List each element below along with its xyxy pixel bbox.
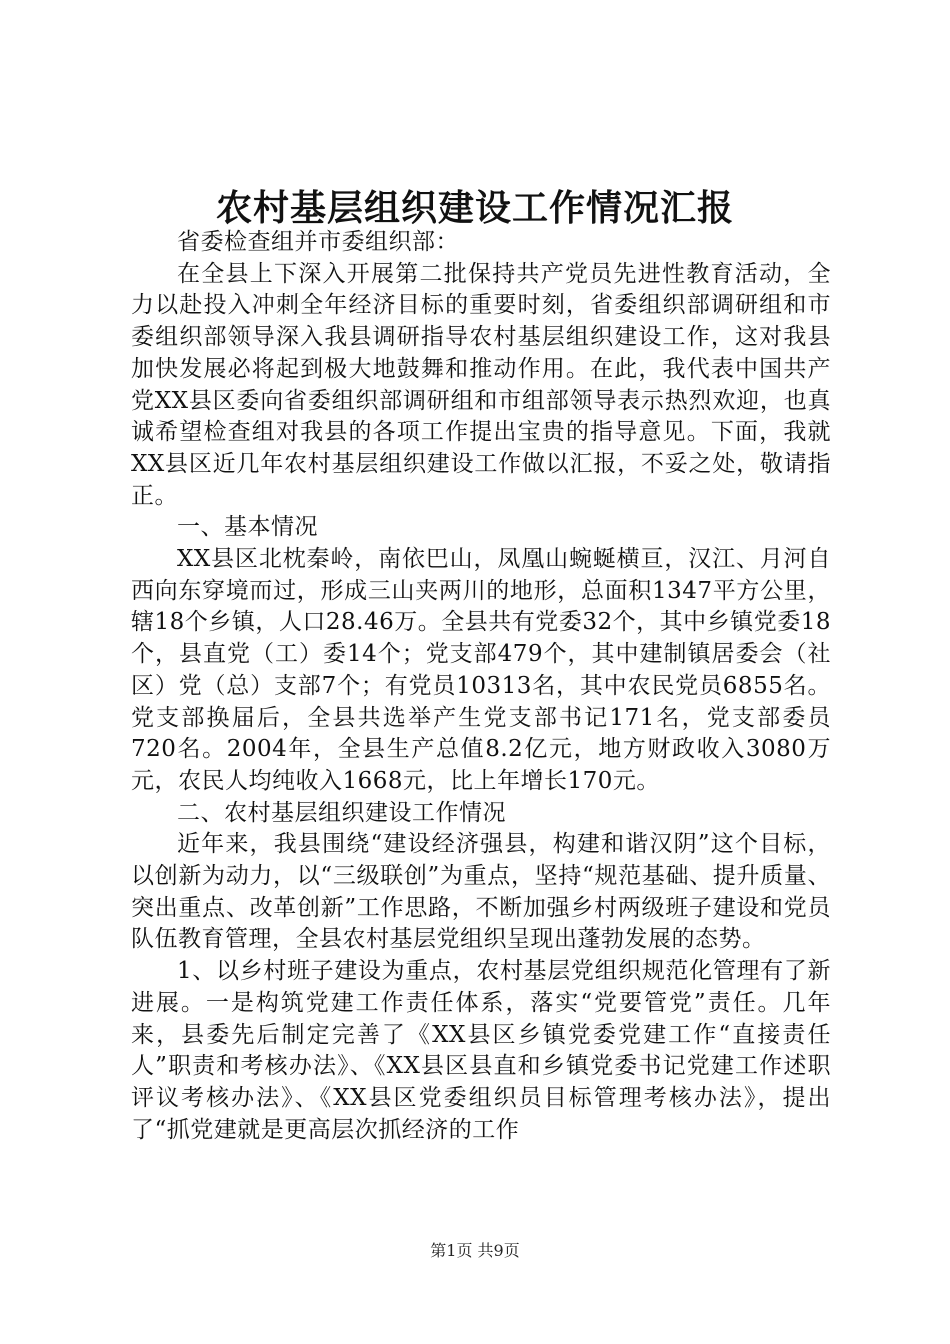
page-footer: 第1页 共9页 [430,1241,520,1260]
paragraph-item-1: 1、以乡村班子建设为重点，农村基层党组织规范化管理有了新进展。一是构筑党建工作责任体系，落实“党要管党”责任。几年来，县委先后制定完善了《XX县区乡镇党委党建工作“直接责任人”职责和考核办法》、《XX县区县直和乡镇党委书记党建工作述职评议考核办法》、《XX县区党委组织员目标管理考核办法》，提出了“抓党建就是更高层次抓经济的工作 [131,958,831,1143]
paragraph-work-overview: 近年来，我县围绕“建设经济强县，构建和谐汉阴”这个目标，以创新为动力，以“三级联创”为重点，坚持“规范基础、提升质量、突出重点、改革创新”工作思路，不断加强乡村两级班子建设和党员队伍教育管理，全县农村基层党组织呈现出蓬勃发展的态势。 [131,831,831,953]
section-heading-basic-situation: 一、基本情况 [177,514,318,541]
document-body [131,227,831,1146]
section-heading-work-situation: 二、农村基层组织建设工作情况 [177,799,506,826]
paragraph-salutation: 省委检查组并市委组织部： [177,229,459,255]
document-title: 农村基层组织建设工作情况汇报 [215,187,734,229]
paragraph-intro: 在全县上下深入开展第二批保持共产党员先进性教育活动，全力以赴投入冲刺全年经济目标的重要时刻，省委组织部调研组和市委组织部领导深入我县调研指导农村基层组织建设工作，这对我县加快发展必将起到极大地鼓舞和推动作用。在此，我代表中国共产党XX县区委向省委组织部调研组和市组部领导表示热烈欢迎，也真诚希望检查组对我县的各项工作提出宝贵的指导意见。下面，我就XX县区近几年农村基层组织建设工作做以汇报，不妥之处，敬请指正。 [131,260,831,509]
paragraph-basic-situation: XX县区北枕秦岭，南依巴山，凤凰山蜿蜒横亘，汉江、月河自西向东穿境而过，形成三山夹两川的地形，总面积1347平方公里，辖18个乡镇，人口28.46万。全县共有党委32个，其中乡镇党委18个，县直党（工）委14个；党支部479个，其中建制镇居委会（社区）党（总）支部7个；有党员10313名，其中农民党员6855名。党支部换届后，全县共选举产生党支部书记171名，党支部委员720名。2004年，全县生产总值8.2亿元，地方财政收入3080万元，农民人均纯收入1668元，比上年增长170元。 [131,546,831,794]
